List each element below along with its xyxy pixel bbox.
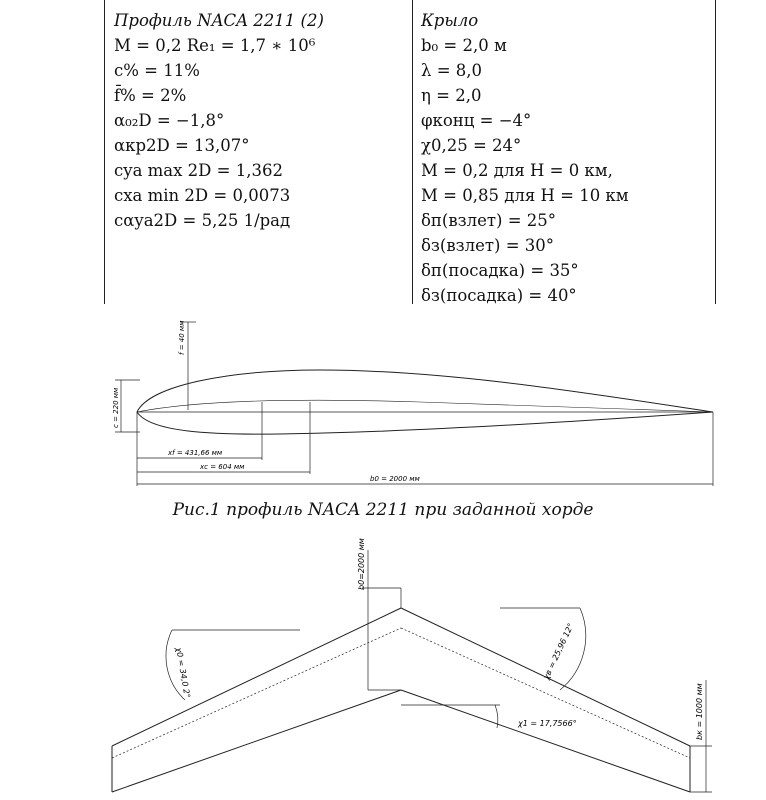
figure-caption: Рис.1 профиль NACA 2211 при заданной хорде <box>172 500 594 520</box>
airfoil-param: cαya2D = 5,25 1/рад <box>114 211 291 230</box>
wing-planform-drawing <box>0 530 766 800</box>
dim-chi0-label: χ0 = 34,0 2° <box>174 646 192 699</box>
dim-xc-label: xc = 604 мм <box>200 463 245 471</box>
wing-param: δз(взлет) = 30° <box>421 236 555 255</box>
wing-param: λ = 8,0 <box>421 61 483 80</box>
dim-c-label: c = 220 мм <box>112 387 120 428</box>
airfoil-param: cxa min 2D = 0,0073 <box>114 186 291 205</box>
dim-chi-b-label: χв = 25,96 12° <box>541 621 576 681</box>
dim-b0-label: b0 = 2000 мм <box>370 475 420 483</box>
airfoil-param: α₀₂D = −1,8° <box>114 111 225 130</box>
wing-param-title: Крыло <box>421 11 479 30</box>
airfoil-param: M = 0,2 Re₁ = 1,7 ∗ 10⁶ <box>114 36 316 55</box>
wing-param: M = 0,2 для H = 0 км, <box>421 161 613 180</box>
airfoil-upper-surface <box>137 370 713 412</box>
dim-xf-label: xf = 431,66 мм <box>168 449 223 457</box>
quarter-chord-line-left <box>112 628 401 758</box>
wing-leading-edge-left <box>112 608 401 746</box>
wing-param: φконц = −4° <box>421 111 532 130</box>
airfoil-param-title: Профиль NACA 2211 (2) <box>114 11 324 30</box>
wing-trailing-edge-left <box>112 690 401 792</box>
quarter-chord-line-right <box>401 628 690 758</box>
airfoil-param: αкр2D = 13,07° <box>114 136 250 155</box>
wing-param: η = 2,0 <box>421 86 482 105</box>
airfoil-param: cya max 2D = 1,362 <box>114 161 283 180</box>
wing-param: b₀ = 2,0 м <box>421 36 507 55</box>
wing-param: δз(посадка) = 40° <box>421 286 577 305</box>
dim-f-label: f = 40 мм <box>178 320 186 355</box>
airfoil-param: f̄% = 2% <box>114 86 187 105</box>
dim-b0-wing-label: b0=2000 мм <box>357 538 366 590</box>
airfoil-lower-surface <box>137 412 713 434</box>
wing-param: δп(взлет) = 25° <box>421 211 557 230</box>
wing-param: δп(посадка) = 35° <box>421 261 579 280</box>
dim-bk-label: bк = 1000 мм <box>695 683 704 740</box>
airfoil-param: c% = 11% <box>114 61 200 80</box>
dim-chi1-label: χ1 = 17,7566° <box>518 719 577 728</box>
wing-param: χ0,25 = 24° <box>421 136 522 155</box>
wing-param: M = 0,85 для H = 10 км <box>421 186 629 205</box>
camber-line <box>137 400 713 412</box>
